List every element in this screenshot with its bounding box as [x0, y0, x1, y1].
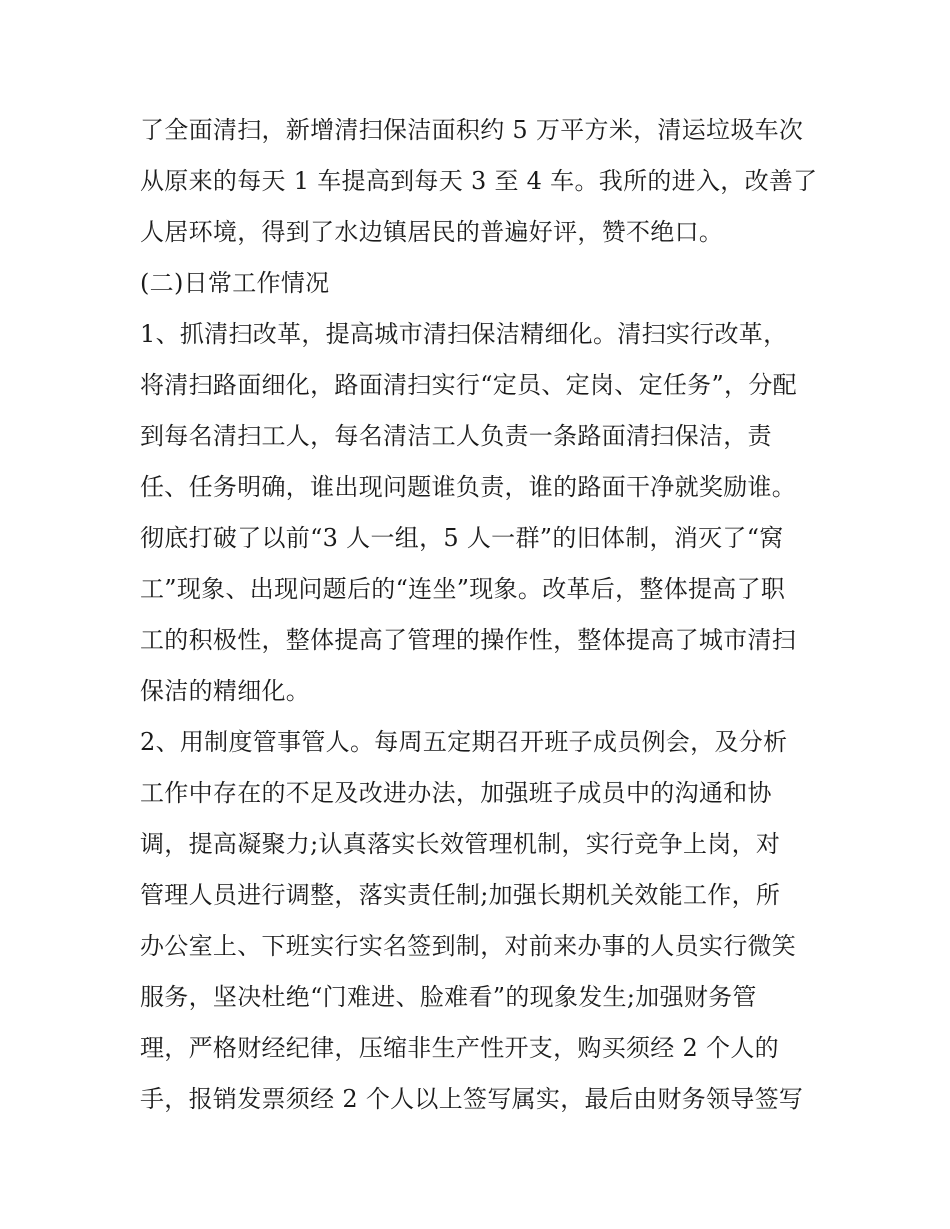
text-line: 彻底打破了以前“3 人一组，5 人一群”的旧体制，消灭了“窝	[140, 524, 784, 552]
text-line: 到每名清扫工人，每名清洁工人负责一条路面清扫保洁，责	[140, 422, 772, 450]
text-line: 工”现象、出现问题后的“连坐”现象。改革后，整体提高了职	[140, 575, 786, 603]
text-line: 工作中存在的不足及改进办法，加强班子成员中的沟通和协	[140, 779, 772, 807]
text-line: 办公室上、下班实行实名签到制，对前来办事的人员实行微笑	[140, 932, 797, 960]
text-line: 从原来的每天 1 车提高到每天 3 至 4 车。我所的进入，改善了	[140, 167, 818, 195]
text-line: 人居环境，得到了水边镇居民的普遍好评，赞不绝口。	[140, 218, 724, 246]
text-line: 1、抓清扫改革，提高城市清扫保洁精细化。清扫实行改革，	[140, 320, 788, 348]
text-line: 保洁的精细化。	[140, 677, 311, 705]
text-line: 任、任务明确，谁出现问题谁负责，谁的路面干净就奖励谁。	[140, 473, 797, 501]
body-text	[140, 105, 830, 1125]
text-line: 手，报销发票须经 2 个人以上签写属实，最后由财务领导签写	[140, 1085, 804, 1113]
text-line: 2、用制度管事管人。每周五定期召开班子成员例会，及分析	[140, 728, 788, 756]
section-heading: (二)日常工作情况	[140, 269, 330, 297]
text-line: 工的积极性，整体提高了管理的操作性，整体提高了城市清扫	[140, 626, 797, 654]
text-line: 管理人员进行调整，落实责任制;加强长期机关效能工作，所	[140, 881, 781, 909]
text-line: 理，严格财经纪律，压缩非生产性开支，购买须经 2 个人的	[140, 1034, 779, 1062]
text-line: 将清扫路面细化，路面清扫实行“定员、定岗、定任务”，分配	[140, 371, 797, 399]
text-line: 了全面清扫，新增清扫保洁面积约 5 万平方米，清运垃圾车次	[140, 116, 804, 144]
text-line: 调，提高凝聚力;认真落实长效管理机制，实行竞争上岗，对	[140, 830, 781, 858]
text-line: 服务，坚决杜绝“门难进、脸难看”的现象发生;加强财务管	[140, 983, 757, 1011]
